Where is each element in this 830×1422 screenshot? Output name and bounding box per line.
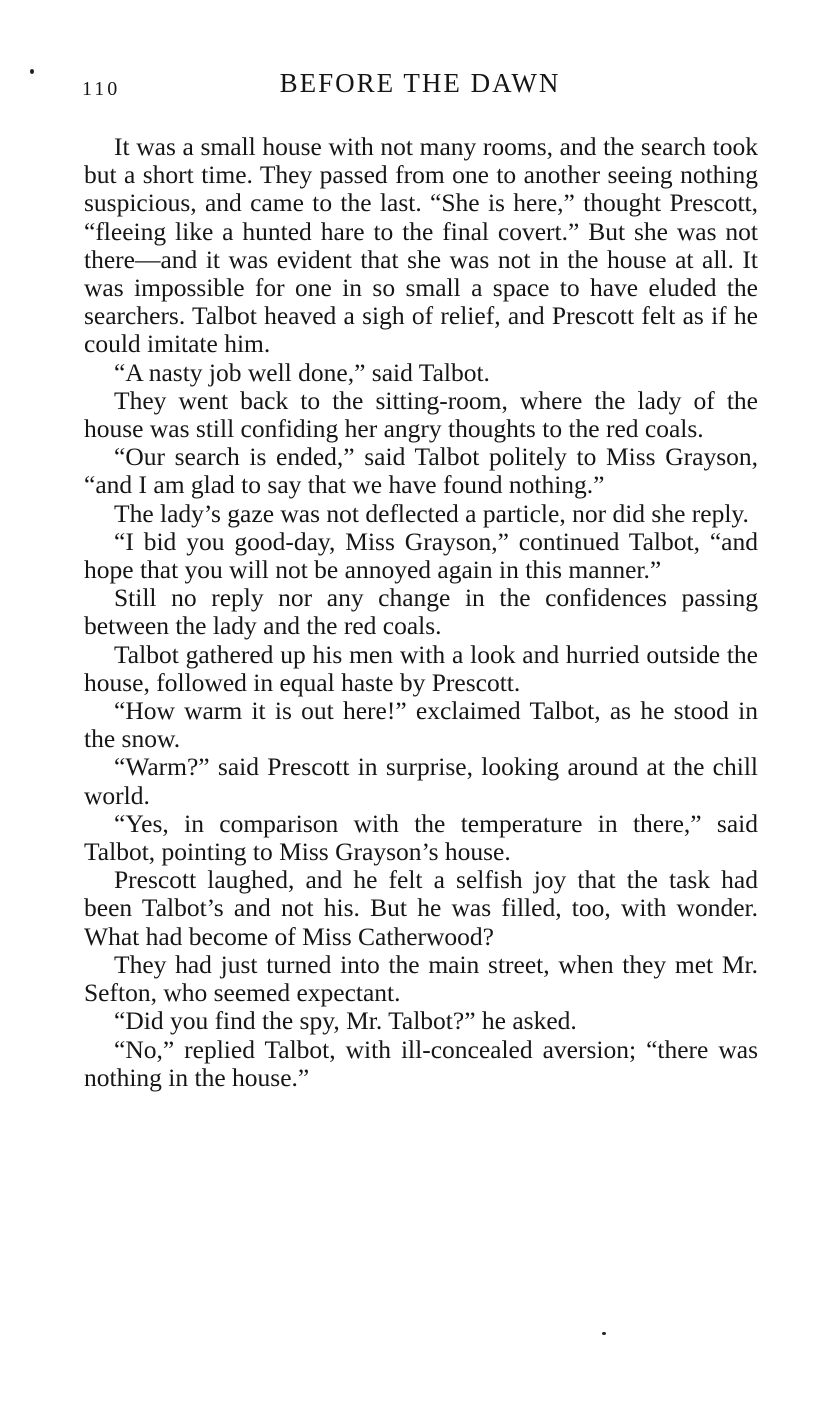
page-header (82, 68, 758, 104)
ink-speck (30, 69, 34, 74)
paragraph: It was a small house with not many rooms, and the search took but a short time. They passed from one to another seeing nothing suspicious, and came to the last. “She is here,” thought Prescott, “fleeing like a hunted hare to the final covert.” But she was not there—and it was evident that she was not in the house at all. It was impossible for one in so small a space to have eluded the searchers. Talbot heaved a sigh of relief, and Prescott felt as if he could imitate him. (84, 132, 758, 359)
paragraph: “No,” replied Talbot, with ill-concealed aversion; “there was nothing in the house.” (84, 1034, 758, 1092)
paragraph: “Did you find the spy, Mr. Talbot?” he asked. (114, 1006, 577, 1036)
paragraph: “Warm?” said Prescott in surprise, looking around at the chill world. (84, 752, 758, 810)
paragraph: “Yes, in comparison with the temperature in there,” said Talbot, pointing to Miss Grayson’s house. (84, 808, 758, 867)
paragraph: The lady’s gaze was not deflected a particle, nor did she reply. (114, 498, 749, 528)
page-number: 110 (82, 78, 121, 100)
paragraph: Talbot gathered up his men with a look and hurried outside the house, followed in equal haste by Prescott. (84, 639, 758, 697)
body-text (84, 133, 758, 1092)
ink-speck (602, 1332, 606, 1335)
paragraph: “Our search is ended,” said Talbot politely to Miss Grayson, “and I am glad to say that we have found nothing.” (84, 442, 758, 500)
paragraph: “A nasty job well done,” said Talbot. (114, 357, 490, 387)
paragraph: Prescott laughed, and he felt a selfish joy that the task had been Talbot’s and not his. But he was filled, too, with wonder. What had become of Miss Catherwood? (84, 865, 758, 951)
paragraph: They had just turned into the main street, when they met Mr. Sefton, who seemed expectant. (84, 949, 758, 1008)
paragraph: “How warm it is out here!” exclaimed Talbot, as he stood in the snow. (84, 696, 758, 754)
paragraph: They went back to the sitting-room, where the lady of the house was still confiding her angry thoughts to the red coals. (84, 385, 758, 444)
paragraph: “I bid you good-day, Miss Grayson,” continued Talbot, “and hope that you will not be annoyed again in this manner.” (84, 526, 758, 585)
paragraph: Still no reply nor any change in the confidences passing between the lady and the red coals. (84, 583, 758, 641)
running-head: BEFORE THE DAWN (279, 68, 561, 98)
